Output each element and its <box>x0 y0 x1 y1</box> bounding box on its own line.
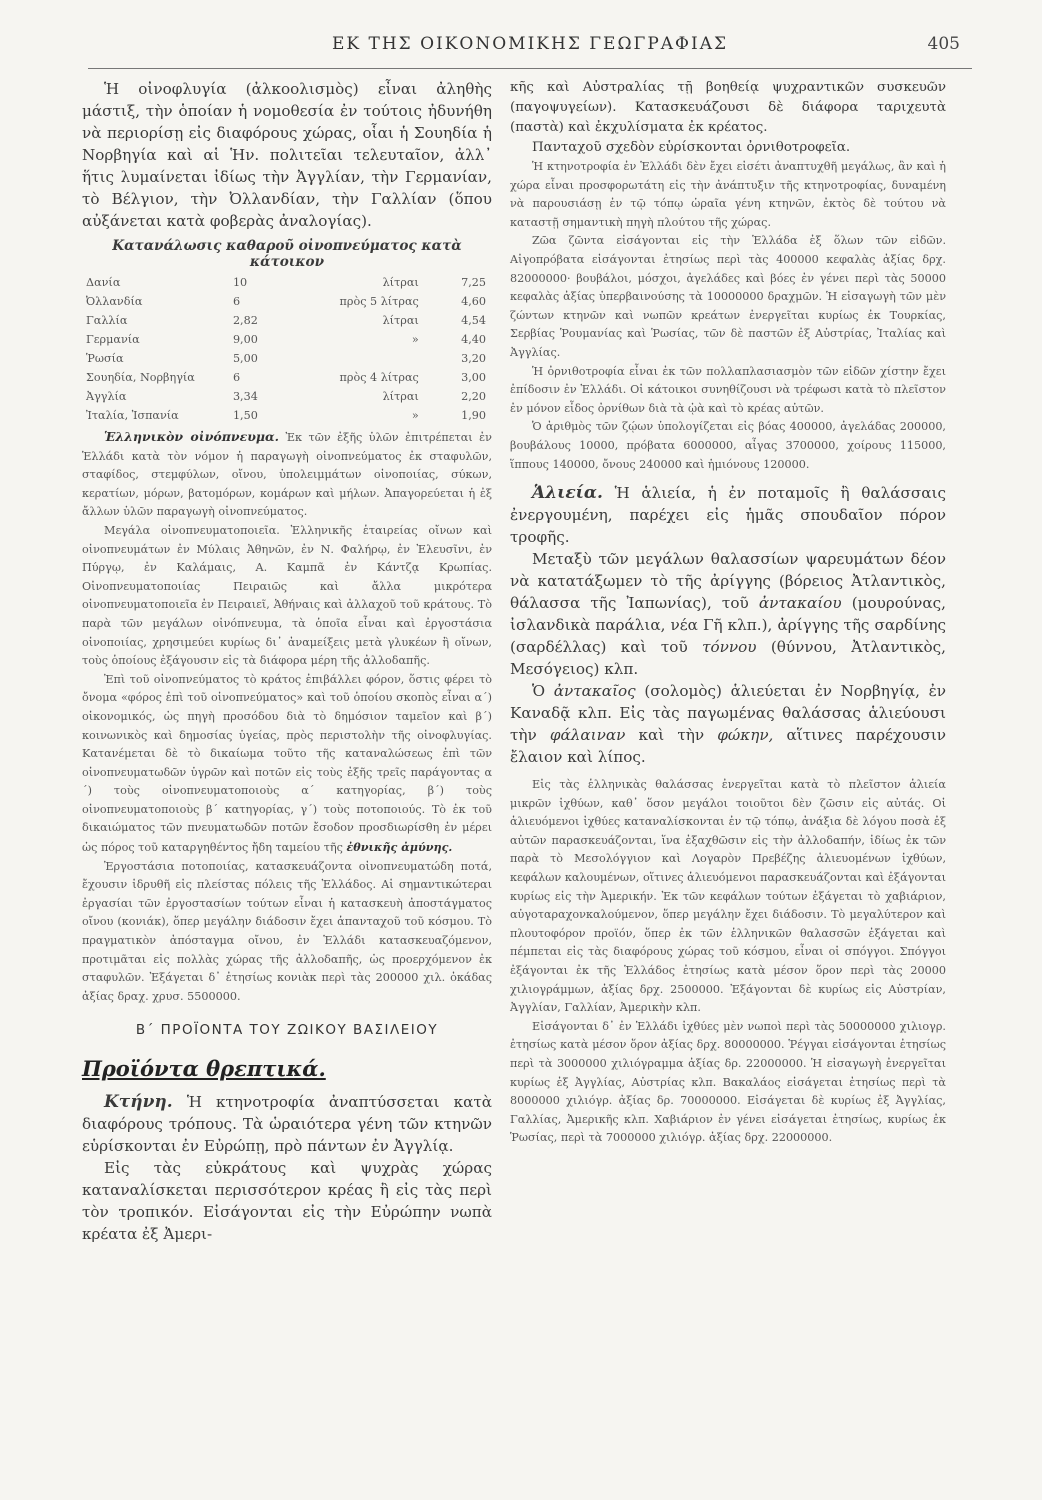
table-row <box>86 314 486 333</box>
emphasis-text: φάλαιναν <box>549 726 626 745</box>
cell-country: Σουηδία, Νορβηγία <box>86 371 195 384</box>
paragraph-refrigeration: κῆς καὶ Αὐστραλίας τῇ βοηθείᾳ ψυχραντικῶν συσκευῶν (παγοψυγείων). Κατασκευάζουσι δὲ διάφορα ταριχευτὰ (παστὰ) καὶ ἐκχυλίσματα ἐκ κρέατος. <box>510 80 946 135</box>
cell-amount: 5,00 <box>232 352 258 365</box>
right-column <box>510 78 946 1148</box>
cell-value: 7,25 <box>461 276 486 289</box>
table-row <box>86 333 486 352</box>
paragraph-text: (θύννου, Ἀτλαντικὸς, Μεσόγειος) κλπ. <box>510 638 947 679</box>
cell-value: 4,40 <box>461 333 486 346</box>
paragraph-greek-spirit <box>82 428 492 522</box>
emphasis-text: ἀντακαίου <box>758 594 842 613</box>
page-number: 405 <box>927 34 960 54</box>
cell-value: 4,60 <box>461 295 486 308</box>
cell-amount: 10 <box>232 276 248 289</box>
cell-country: Γερμανία <box>86 333 140 346</box>
cell-country: Ἀγγλία <box>86 390 127 403</box>
paragraph-tax <box>82 671 492 858</box>
left-column <box>82 78 492 1245</box>
cell-unit: » <box>411 409 419 422</box>
table-row <box>86 276 486 295</box>
paragraph-heading: Κτήνη. <box>104 1092 173 1113</box>
paragraph-text: αἵτινες παρέχουσιν ἔλαιον καὶ λίπος. <box>510 726 947 767</box>
cell-value: 3,00 <box>461 371 486 384</box>
cell-value: 1,90 <box>461 409 486 422</box>
cell-country: Ἰταλία, Ἱσπανία <box>86 409 179 422</box>
paragraph-fish-imports: Εἰσάγονται δ᾽ ἐν Ἑλλάδι ἰχθύες μὲν νωποὶ περὶ τὰς 50000000 χιλιογρ. ἐτησίως κατὰ μέσον ὅρον ἀξίας δρχ. 80000000. Ῥέγγαι εἰσάγονται ἐτησίως περὶ τὰ 3000000 χιλιόγραμμα ἀξίας δρ. 22000000. Ἡ εἰσαγωγὴ ἐνεργεῖται κυρίως ἐξ Ἀγγλίας, Αὐστρίας κλπ. Βακαλάος εἰσάγεται ἐτησίως περὶ τὰ 8000000 χιλιόγρ. ἀξίας δρ. 70000000. Εἰσάγεται δὲ κυρίως ἐξ Ἀγγλίας, Γαλλίας, Ἀμερικῆς κλπ. Χαβιάριον ἐν γένει εἰσάγεται ἐτησίως, κυρίως ἐκ Ῥωσίας, περὶ τὰ 7000000 χιλιόγρ. ἀξίας δρχ. 22000000. <box>510 1019 946 1145</box>
paragraph-text: Ἡ κτηνοτροφία ἀναπτύσσεται κατὰ διαφόρους τρόπους. Τὰ ὡραιότερα γένη τῶν κτηνῶν εὑρίσκονται ἐν Εὐρώπῃ, πρὸ πάντων ἐν Ἀγγλίᾳ. <box>82 1093 492 1156</box>
cell-unit: λίτραι <box>382 390 419 403</box>
section-heading: Β´ ΠΡΟΪΟΝΤΑ ΤΟΥ ΖΩΙΚΟΥ ΒΑΣΙΛΕΙΟΥ <box>135 1022 439 1039</box>
cell-unit: πρὸς 5 λίτρας <box>339 295 419 308</box>
cell-amount: 3,34 <box>232 390 258 403</box>
cell-unit: » <box>411 333 419 346</box>
cell-unit: πρὸς 4 λίτρας <box>339 371 419 384</box>
consumption-table <box>86 276 486 428</box>
paragraph-heading: Ἁλιεία. <box>532 483 603 504</box>
spacer <box>510 768 946 776</box>
paragraph-text: Ἐπὶ τοῦ οἰνοπνεύματος τὸ κράτος ἐπιβάλλει φόρον, ὅστις φέρει τὸ ὄνομα «φόρος ἐπὶ τοῦ οἰνοπνεύματος» καὶ τοῦ ὁποίου σκοπὸς εἶναι α´) οἰκονομικός, ὡς πηγὴ προσόδου διὰ τὸ δημόσιον ταμεῖον καὶ β´) κοινωνικὸς καὶ δημοσίας ὑγείας, πρὸς περιστολὴν τῆς οἰνοφλυγίας. Κατανέμεται δὲ τὸ δικαίωμα τοῦτο τῆς καταναλώσεως ἐπὶ τῶν οἰνοπνευματωδῶν ὑγρῶν καὶ ποτῶν εἰς τοὺς ἐξῆς τρεῖς παράγοντας α´) τοὺς οἰνοπνευματοποιοὺς α´ κατηγορίας, β´) τοὺς οἰνοπνευματοποιοὺς β´ κατηγορίας, γ´) τοὺς ποτοποιούς. Τὸ ἐκ τοῦ δικαιώματος τῶν πνευματωδῶν ποτῶν ἔσοδον προσδιωρίσθη ἐν μέρει ὡς πόρος τοῦ καταργηθέντος ἤδη ταμείου τῆς <box>82 672 492 855</box>
cell-amount: 6 <box>232 371 241 384</box>
paragraph-text: καὶ τὴν <box>638 726 705 745</box>
paragraph-factories: Ἐργοστάσια ποτοποιίας, κατασκευάζοντα οἰνοπνευματώδη ποτά, ἔχουσιν ἱδρυθῆ εἰς πλείστας πόλεις τῆς Ἑλλάδος. Αἱ σημαντικώτεραι ἐργασίαι τῶν ἐργοστασίων τούτων εἶναι ἡ κατασκευὴ ἀποστάγματος οἴνου (κονιάκ), ὅπερ μεγάλην διάδοσιν ἔχει ἁπανταχοῦ τοῦ κόσμου. Τὸ πραγματικὸν ἀπόσταγμα οἴνου, ἐν Ἑλλάδι κατασκευαζόμενον, προτιμᾶται εἰς πολλὰς χώρας τῆς ἀλλοδαπῆς, ὡς προερχόμενον ἐκ σταφυλῶν. Ἐξάγεται δ᾽ ἐτησίως κονιὰκ περὶ τὰς 200000 χιλ. ὀκάδας ἀξίας δραχ. χρυσ. 5500000. <box>82 859 492 1003</box>
emphasis-text: τόννου <box>702 638 757 657</box>
paragraph-text: (μουρούνας, ἰσλανδικὰ παράλια, νέα Γῆ κλπ.), ἀρίγγης τῆς σαρδίνης (σαρδέλλας) καὶ τοῦ <box>510 594 947 657</box>
paragraph-fishing <box>510 482 946 548</box>
cell-country: Γαλλία <box>86 314 128 327</box>
cell-amount: 1,50 <box>232 409 258 422</box>
table-row <box>86 352 486 371</box>
spacer <box>510 474 946 482</box>
cell-unit <box>272 352 436 371</box>
emphasis-text: ἐθνικῆς ἀμύνης. <box>346 840 453 855</box>
emphasis-text: φώκην, <box>717 726 774 745</box>
table-row <box>86 390 486 409</box>
paragraph-poultry: Πανταχοῦ σχεδὸν εὑρίσκονται ὀρνιθοτροφεῖα. <box>532 140 851 155</box>
paragraph-text: Ἐκ τῶν ἐξῆς ὑλῶν ἐπιτρέπεται ἐν Ἑλλάδι κατὰ τὸν νόμον ἡ παραγωγὴ οἰνοπνεύματος ἐκ σταφυλῶν, σταφίδος, στεμφύλων, οἴνου, ὑπολειμμάτων οἰνοποιίας, σύκων, κερατίων, μόρων, βατομόρων, κομάρων καὶ μήλων. Ἀπαγορεύεται ἡ ἐξ ἄλλων ὑλῶν παραγωγὴ οἰνοπνεύματος. <box>82 431 492 519</box>
paragraph-animal-census: Ὁ ἀριθμὸς τῶν ζῴων ὑπολογίζεται εἰς βόας 400000, ἀγελάδας 200000, βουβάλους 10000, πρόβατα 6000000, αἶγας 3700000, χοίρους 115000, ἵππους 140000, ὄνους 240000 καὶ ἡμιόνους 120000. <box>510 420 946 471</box>
paragraph-distilleries: Μεγάλα οἰνοπνευματοποιεῖα. Ἑλληνικῆς ἑταιρείας οἴνων καὶ οἰνοπνευμάτων ἐν Μύλαις Ἀθηνῶν, ἐν Ν. Φαλήρῳ, ἐν Ἐλευσῖνι, ἐν Πύργῳ, ἐν Καλάμαις, Α. Καμπᾶ ἐν Κάντζᾳ Κρωπίας. Οἰνοπνευματοποιίας Πειραιῶς καὶ ἄλλα μικρότερα οἰνοπνευματοποιεῖα ἐν Πειραιεῖ, Ἀθήναις καὶ ἀλλαχοῦ τοῦ κράτους. Τὸ παρὰ τῶν μεγάλων οἰνόπνευμα, τὰ ὁποῖα εἶναι καὶ ἐργοστάσια οἰνοποιίας, χρησιμεύει κυρίως δι᾽ ἀναμείξεις μετὰ γλυκέων ἢ οἴνων, τοὺς ὁποίους ἐξάγουσιν εἰς τὰ διάφορα μέρη τῆς ἀλλοδαπῆς. <box>82 523 492 668</box>
paragraph-meat: Εἰς τὰς εὐκράτους καὶ ψυχρὰς χώρας καταναλίσκεται περισσότερον κρέας ἢ εἰς τὰς περὶ τὸν τροπικόν. Εἰσάγονται εἰς τὴν Εὐρώπην νωπὰ κρέατα ἐξ Ἀμερι- <box>82 1159 492 1244</box>
cell-country: Ῥωσία <box>86 352 124 365</box>
paragraph-sea-fisheries <box>510 548 946 680</box>
cell-value: 3,20 <box>461 352 486 365</box>
header-rule <box>88 68 972 69</box>
cell-country: Ὀλλανδία <box>86 295 143 308</box>
paragraph-text: Ἡ ἁλιεία, ἡ ἐν ποταμοῖς ἢ θαλάσσαις ἐνεργουμένη, παρέχει εἰς ἡμᾶς σπουδαῖον πόρον τροφῆς. <box>510 484 946 547</box>
table-row <box>86 409 486 428</box>
paragraph-aviculture: Ἡ ὀρνιθοτροφία εἶναι ἐκ τῶν πολλαπλασιασμὸν τῶν εἰδῶν χίστην ἔχει ἐπίδοσιν ἐν Ἑλλάδι. Οἱ κάτοικοι συνηθίζουσι νὰ τρέφωσι κατὰ τὸ πλεῖστον ἐν μόνον εἶδος ὀρνίθων διὰ τὰ ᾠὰ καὶ τὸ κρέας αὐτῶν. <box>510 364 946 415</box>
paragraph-heading: Ἑλληνικὸν οἰνόπνευμα. <box>104 429 279 444</box>
table-row <box>86 295 486 314</box>
paragraph-text: Ὁ <box>532 682 546 701</box>
paragraph-oinoflygia: Ἡ οἰνοφλυγία (ἀλκοολισμὸς) εἶναι ἀληθὴς μάστιξ, τὴν ὁποίαν ἡ νομοθεσία ἐν τούτοις ἠδυνήθη νὰ περιορίσῃ εἰς διαφόρους χώρας, οἷαι ἡ Σουηδία ἡ Νορβηγία καὶ αἱ Ἡν. πολιτεῖαι τελευταῖον, ἀλλ᾽ ἥτις λυμαίνεται ἰδίως τὴν Ἀγγλίαν, τὴν Γερμανίαν, τὸ Βέλγιον, τὴν Ὀλλανδίαν, τὴν Γαλλίαν (ὅπου αὐξάνεται κατὰ φοβερὰς ἀναλογίας). <box>82 80 492 230</box>
paragraph-live-animals: Ζῶα ζῶντα εἰσάγονται εἰς τὴν Ἑλλάδα ἐξ ὅλων τῶν εἰδῶν. Αἰγοπρόβατα εἰσάγονται ἐτησίως περὶ τὰς 400000 κεφαλὰς ἀξίας δρχ. 82000000· βουβάλοι, μόσχοι, ἀγελάδες καὶ βόες ἐν γένει περὶ τὰς 50000 κεφαλὰς ἀξίας ὑπερβαινούσης τὰ 10000000 δραχμῶν. Ἡ εἰσαγωγὴ τῶν μὲν ζώντων κτηνῶν καὶ νωπῶν κρεάτων ἐνεργεῖται κυρίως ἐκ Τουρκίας, Σερβίας Ῥουμανίας καὶ Ῥωσίας, τῶν δὲ παστῶν ἐξ Αὐστρίας, Ἰταλίας καὶ Ἀγγλίας. <box>510 234 946 359</box>
running-head: ΕΚ ΤΗΣ ΟΙΚΟΝΟΜΙΚΗΣ ΓΕΩΓΡΑΦΙΑΣ <box>331 34 729 54</box>
paragraph-text: Μεταξὺ τῶν μεγάλων θαλασσίων ψαρευμάτων δέον νὰ κατατάξωμεν τὸ τῆς ἀρίγγης (βόρειος Ἀτλαντικὸς, θάλασσα τῆς Ἰαπωνίας), τοῦ <box>510 550 946 613</box>
paragraph-salmon <box>510 680 946 768</box>
cell-country: Δανία <box>86 276 121 289</box>
table-title: Κατανάλωσις καθαροῦ οἰνοπνεύματος κατὰ κάτοικον <box>112 238 462 270</box>
cell-value: 2,20 <box>461 390 486 403</box>
emphasis-text: ἀντακαῖος <box>553 682 636 701</box>
cell-unit: λίτραι <box>382 276 419 289</box>
table-row <box>86 371 486 390</box>
paragraph-livestock <box>82 1091 492 1157</box>
cell-amount: 2,82 <box>232 314 258 327</box>
paragraph-text: (σολομὸς) ἁλιεύεται ἐν Νορβηγίᾳ, ἐν Καναδᾷ κλπ. Εἰς τὰς παγωμένας θαλάσσας ἁλιεύουσι τὴν <box>510 682 947 745</box>
paragraph-greek-seas: Εἰς τὰς ἑλληνικὰς θαλάσσας ἐνεργεῖται κατὰ τὸ πλεῖστον ἁλιεία μικρῶν ἰχθύων, καθ᾽ ὅσον μεγάλοι τοιοῦτοι δὲν ζῶσιν εἰς αὐτάς. Οἱ ἁλιευόμενοι ἰχθύες καταναλίσκονται ἐν τῷ τόπῳ, ἀνάξια δὲ λόγου ποσὰ ἐξ αὐτῶν παρασκευάζονται, ἵνα ἐξαχθῶσιν εἰς τὴν ἀλλοδαπήν, ἰδίως ἐκ τῶν παρὰ τὸ Μεσολόγγιον καὶ Λογαρὸν Πρεβέζης ἁλιευομένων ἰχθύων, κεφάλων καλουμένων, οἵτινες ἁλιευόμενοι παρασκευάζονται καὶ ἐξάγονται κυρίως εἰς τὴν Ἀμερικήν. Ἐκ τῶν κεφάλων τούτων ἐξάγεται τὸ χαβιάριον, αὐγοταραχονκαλούμενον, ὅπερ μεγάλην ἔχει διάδοσιν. Τὸ μεγαλύτερον καὶ πλουτοφόρον προϊόν, ὅπερ ἐκ τῶν ἑλληνικῶν θαλασσῶν ἐξάγεται καὶ πέμπεται εἰς τὰς διαφόρους χώρας τοῦ κόσμου, εἶναι οἱ σπόγγοι. Σπόγγοι ἐξάγονται ἐκ τῆς Ἑλλάδος ἐτησίως κατὰ μέσον ὅρον περὶ τὰς 20000 χιλιογράμμων, ἀξίας δρχ. 2500000. Ἐξάγονται δὲ κυρίως εἰς Αὐστρίαν, Ἀγγλίαν, Γαλλίαν, Ἀμερικὴν κλπ. <box>510 778 946 1015</box>
paragraph-greek-husbandry: Ἡ κτηνοτροφία ἐν Ἑλλάδι δὲν ἔχει εἰσέτι ἀναπτυχθῆ μεγάλως, ἂν καὶ ἡ χώρα εἶναι προσφορωτάτη εἰς τὴν ἀνάπτυξιν τῆς κτηνοτροφίας, δυναμένη νὰ παρουσιάσῃ ἐν τῷ τόπῳ ὡραῖα γένη κτηνῶν, ἐκτὸς δὲ τούτου νὰ καταστῇ σημαντικὴ πηγὴ πλούτου τῆς χώρας. <box>510 160 946 229</box>
subsection-title: Προϊόντα θρεπτικά. <box>82 1056 326 1082</box>
cell-unit: λίτραι <box>382 314 419 327</box>
cell-amount: 9,00 <box>232 333 258 346</box>
cell-value: 4,54 <box>461 314 486 327</box>
cell-amount: 6 <box>232 295 241 308</box>
